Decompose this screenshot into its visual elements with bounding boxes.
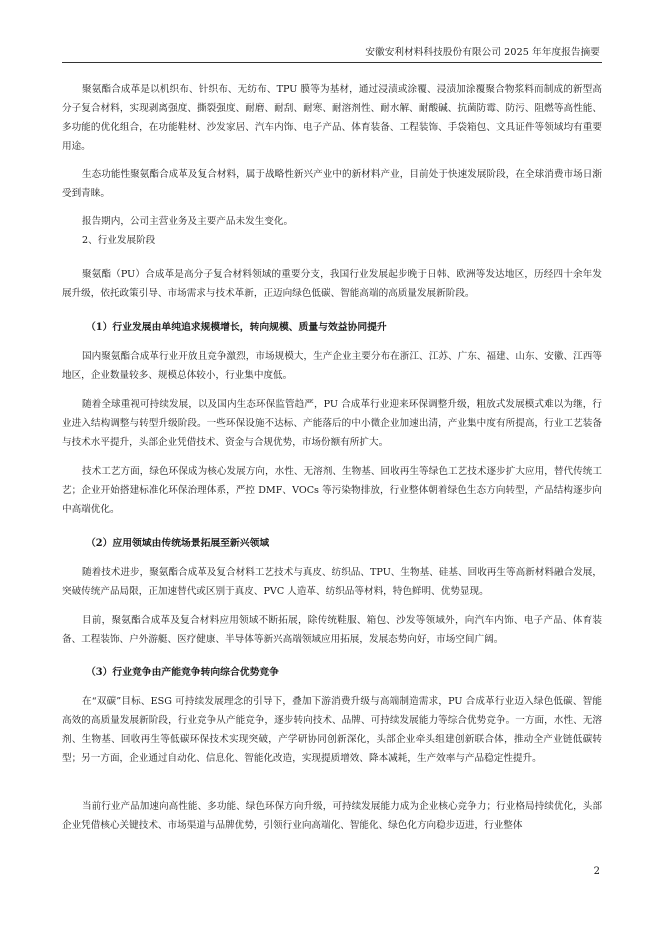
paragraph-green-technology: 技术工艺方面，绿色环保成为核心发展方向，水性、无溶剂、生物基、回收再生等绿色工艺技术逐步扩大应用，替代传统工艺；企业开始搭建标准化环保治理体系，严控 DMF、VOCs 等污染物排放，行业整体朝着绿色生态方向转型，产品结构逐步向中高端优化。	[62, 466, 602, 515]
paragraph-application-expansion: 目前，聚氨酯合成革及复合材料应用领域不断拓展，除传统鞋服、箱包、沙发等领域外，向汽车内饰、电子产品、体育装备、工程装饰、户外游艇、医疗健康、半导体等新兴高端领域应用拓展，发展态势向好，市场空间广阔。	[62, 615, 602, 645]
paragraph-domestic-market: 国内聚氨酯合成革行业开放且竞争激烈，市场规模大，生产企业主要分布在浙江、江苏、广东、福建、山东、安徽、江西等地区，企业数量较多、规模总体较小，行业集中度低。	[62, 351, 602, 381]
paragraph-product-upgrade: 当前行业产品加速向高性能、多功能、绿色环保方向升级，可持续发展能力成为企业核心竞争力；行业格局持续优化，头部企业凭借核心关键技术、市场渠道与品牌优势，引领行业向高端化、智能化、绿色化方向稳步迈进，行业整体	[62, 801, 602, 831]
paragraph-dual-carbon: 在“双碳”目标、ESG 可持续发展理念的引导下，叠加下游消费升级与高端制造需求，PU 合成革行业迈入绿色低碳、智能高效的高质量发展新阶段，行业竞争从产能竞争，逐步转向技术、品牌、可持续发展能力等综合优势竞争。一方面，水性、无溶剂、生物基、回收再生等低碳环保技术实现突破，产学研协同创新深化，头部企业牵头组建创新联合体，推动全产业链低碳转型；另一方面，企业通过自动化、信息化、智能化改造，实现提质增效、降本减耗，生产效率与产品稳定性提升。	[62, 696, 602, 764]
subheading-competition: （3）行业竞争由产能竞争转向综合优势竞争	[86, 667, 279, 678]
paragraph-eco-materials: 生态功能性聚氨酯合成革及复合材料，属于战略性新兴产业中的新材料产业，目前处于快速发展阶段，在全球消费市场日渐受到青睐。	[62, 169, 602, 199]
paragraph-pu-leather-definition: 聚氨酯合成革是以机织布、针织布、无纺布、TPU 膜等为基材，通过浸渍或涂覆、浸渍加涂覆聚合物浆料而制成的新型高分子复合材料，实现剥离强度、撕裂强度、耐磨、耐刮、耐寒、耐溶剂性、耐水解、耐酸碱、抗菌防霉、防污、阻燃等高性能、多功能的优化组合，在功能鞋材、沙发家居、汽车内饰、电子产品、体育装备、工程装饰、手袋箱包、文具证件等领域均有重要用途。	[62, 84, 602, 152]
paragraph-industry-overview: 聚氨酯（PU）合成革是高分子复合材料领域的重要分支，我国行业发展起步晚于日韩、欧洲等发达地区，历经四十余年发展升级，依托政策引导、市场需求与技术革新，正迈向绿色低碳、智能高端的高质量发展新阶段。	[62, 269, 602, 299]
paragraph-material-fusion: 随着技术进步，聚氨酯合成革及复合材料工艺技术与真皮、纺织品、TPU、生物基、硅基、回收再生等高新材料融合发展，突破传统产品局限，正加速替代或区别于真皮、PVC 人造革、纺织品等材料，特色鲜明、优势显现。	[62, 567, 602, 597]
paragraph-environmental-upgrade: 随着全球重视可持续发展，以及国内生态环保监管趋严，PU 合成革行业迎来环保调整升级，粗放式发展模式难以为继，行业进入结构调整与转型升级阶段。一些环保设施不达标、产能落后的中小微企业加速出清，产业集中度有所提高，行业工艺装备与技术水平提升，头部企业凭借技术、资金与合规优势，市场份额有所扩大。	[62, 399, 602, 448]
paragraph-business-unchanged: 报告期内，公司主营业务及主要产品未发生变化。	[82, 216, 294, 227]
report-header: 安徽安利材料科技股份有限公司 2025 年年度报告摘要	[365, 47, 600, 58]
subheading-scale-quality: （1）行业发展由单纯追求规模增长，转向规模、质量与效益协同提升	[86, 322, 387, 333]
section-heading-industry-stage: 2、行业发展阶段	[82, 235, 156, 246]
header-divider	[62, 62, 602, 63]
page-number: 2	[593, 866, 600, 877]
subheading-application-fields: （2）应用领域由传统场景拓展至新兴领域	[86, 538, 270, 549]
